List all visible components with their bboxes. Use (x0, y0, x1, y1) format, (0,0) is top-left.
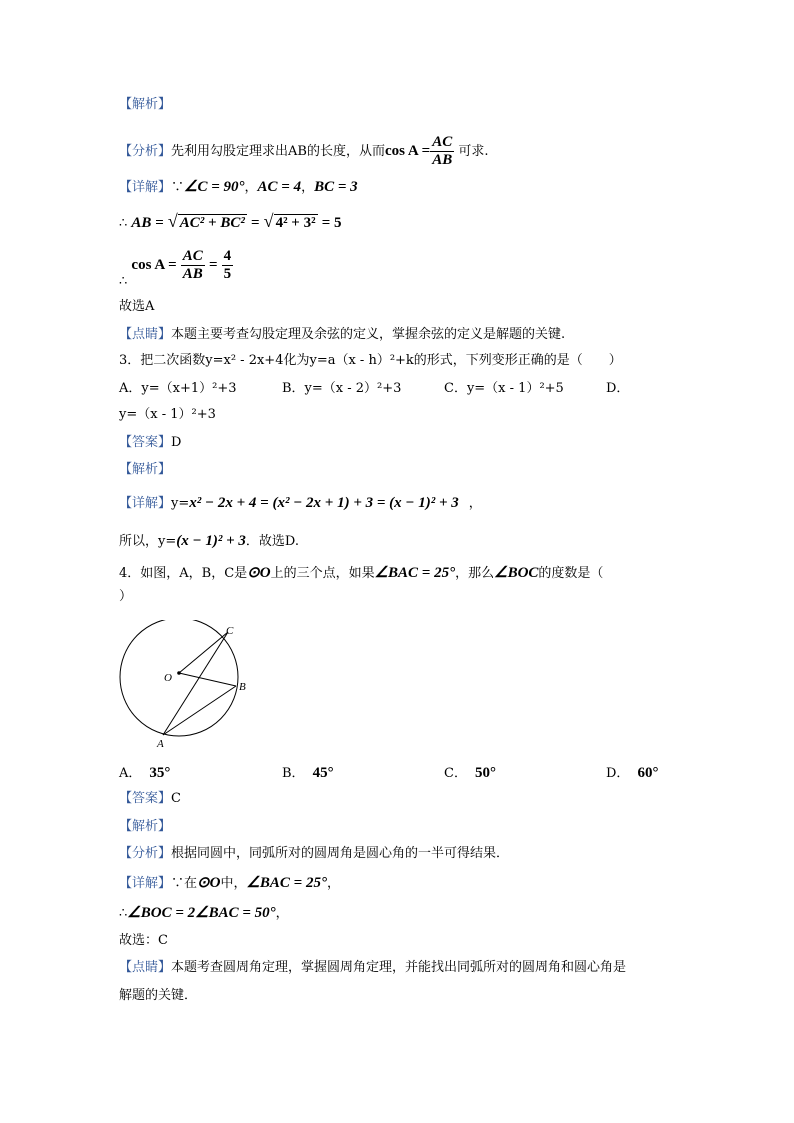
comment-line: 【点睛】本题主要考查勾股定理及余弦的定义，掌握余弦的定义是解题的关键. (119, 327, 566, 342)
q3-option-d-label: D． (606, 381, 630, 396)
analysis-4: 【分析】根据同圆中，同弧所对的圆周角是圆心角的一半可得结果． (119, 846, 510, 861)
q4-option-d: D． 60° (606, 765, 659, 781)
label-b: B (239, 681, 246, 693)
circle-figure (116, 620, 246, 750)
question-3-stem: 3．把二次函数y=x² - 2x+4化为y=a（x - h）²+k的形式，下列变形正确的是（ ） (119, 353, 622, 368)
therefore-4: ∴∠BOC = 2∠BAC = 50°， (119, 905, 289, 921)
angle-c: ∠C = 90° (184, 179, 245, 195)
section-jiexi-3: 【解析】 (119, 462, 172, 477)
sqrt-ac-bc: AC² + BC² (179, 215, 245, 231)
analysis-text: 先利用勾股定理求出AB的长度，从而 (171, 144, 385, 159)
ab-equation: ∴ AB = √ AC² + BC² = √ 4² + 3² = 5 (119, 211, 342, 231)
q3-option-d: y=（x - 1）²+3 (119, 407, 216, 422)
quadratic-expression: x² − 2x + 4 = (x² − 2x + 1) + 3 = (x − 1)² + 3 (189, 495, 459, 511)
q3-option-a: A．y=（x+1）²+3 (119, 381, 237, 396)
fraction-ac-ab-2: $\frac{AC}{AB}$ (182, 248, 203, 282)
q3-option-b: B．y=（x - 2）²+3 (282, 381, 402, 396)
analysis-tail: 可求. (454, 144, 489, 159)
cos-expression: cos A = (384, 143, 431, 159)
analysis-tag: 【分析】 (119, 144, 172, 159)
detail-4: 【详解】∵在⊙O中，∠BAC = 25°， (119, 875, 340, 891)
question-4-stem-end: ） (119, 589, 133, 604)
comment-4-line2: 解题的关键． (119, 988, 198, 1003)
q4-option-a: A． 35° (119, 765, 171, 781)
cos-equation: ∴ cos A = $\frac{AC}{AB}$ = $\frac{4}{5}$ (119, 248, 232, 289)
section-jiexi-4: 【解析】 (119, 819, 172, 834)
answer-3: 【答案】D (119, 435, 182, 450)
q4-option-b: B． 45° (282, 765, 334, 781)
analysis-line (119, 126, 489, 168)
detail-line-1: 【详解】∵∠C = 90°，AC = 4，BC = 3 (119, 179, 358, 195)
comment-tag: 【点睛】 (119, 327, 172, 342)
choose-c: 故选：C (119, 933, 168, 948)
label-c: C (226, 625, 234, 637)
sqrt-4-3: 4² + 3² (275, 215, 316, 231)
answer-tag: 【答案】 (119, 435, 172, 450)
comment-4-line1: 【点睛】本题考查圆周角定理，掌握圆周角定理，并能找出同弧所对的圆周角和圆心角是 (119, 960, 627, 975)
detail-3: 【详解】y=x² − 2x + 4 = (x² − 2x + 1) + 3 = (x − 1)² + 3 ， (119, 495, 482, 511)
answer-4: 【答案】C (119, 791, 181, 806)
section-jiexi: 【解析】 (119, 97, 172, 112)
label-a: A (157, 738, 164, 750)
question-4-stem: 4．如图，A，B，C是⊙O上的三个点，如果∠BAC = 25°，那么∠BOC的度数是（ (119, 565, 604, 581)
ac-value: AC = 4 (257, 179, 302, 195)
q3-option-c: C．y=（x - 1）²+5 (444, 381, 564, 396)
detail-tag: 【详解】 (119, 180, 172, 195)
fraction-ac-ab: $\frac{AC}{AB}$ (432, 134, 453, 168)
label-o: O (164, 672, 172, 684)
choose-a: 故选A (119, 299, 155, 314)
conclusion-3: 所以，y=(x − 1)² + 3．故选D. (119, 533, 299, 549)
q4-option-c: C． 50° (444, 765, 496, 781)
fraction-4-5: $\frac{4}{5}$ (223, 248, 232, 282)
bc-value: BC = 3 (314, 179, 358, 195)
